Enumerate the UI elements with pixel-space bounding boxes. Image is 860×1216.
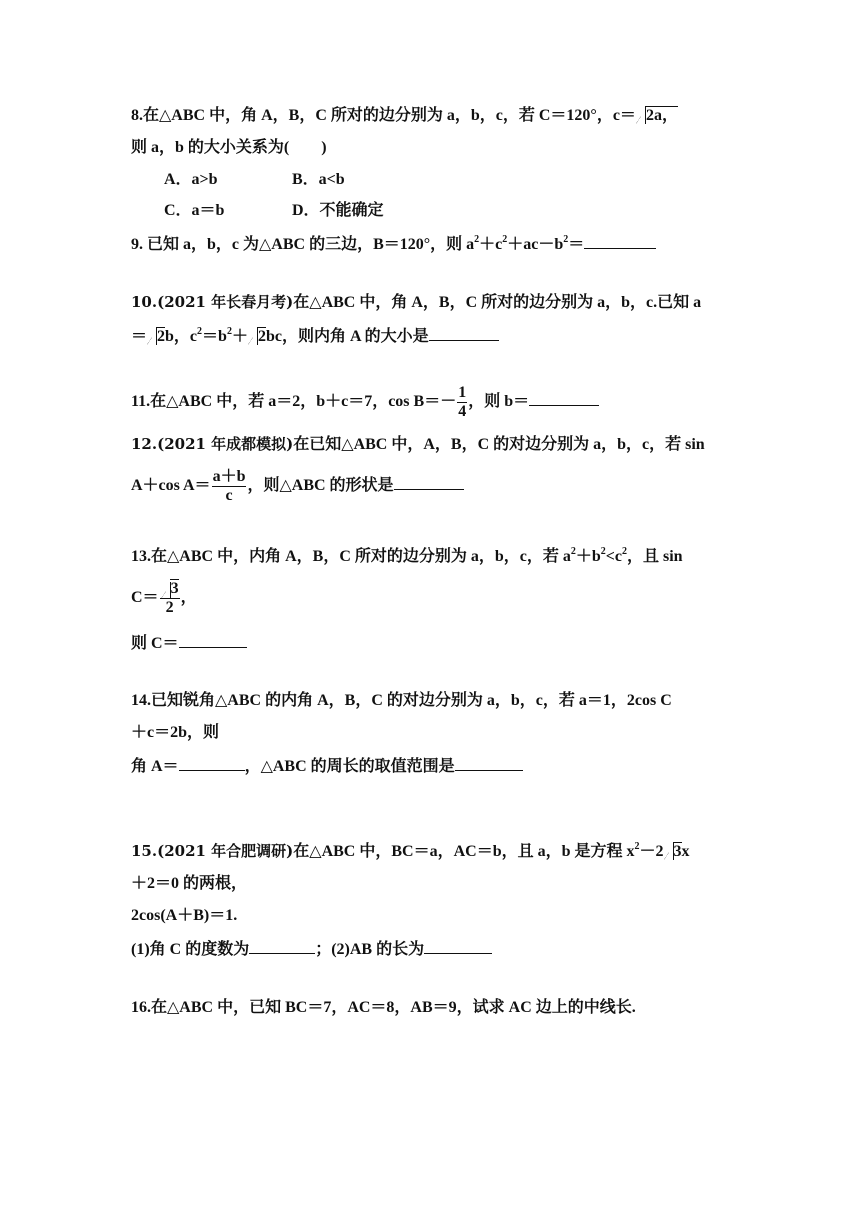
problem-9-line: 9. 已知 a，b，c 为△ABC 的三边，B＝120°，则 $a^2+c^2+ac-b^2=$ <box>131 232 656 256</box>
answer-blank[interactable] <box>394 473 464 490</box>
fraction: $\frac{a+b}{c}$ <box>212 467 246 504</box>
fraction: $\frac{3}{2}$ <box>160 580 180 617</box>
option-d: D．不能确定 <box>292 202 384 219</box>
problem-14-line-3: 角 A＝ ，△ABC 的周长的取值范围是 <box>131 754 523 778</box>
problem-10-line-2: ＝ 2b，$c^2=b^2+ 2bc$，则内角 A 的大小是 <box>131 324 499 348</box>
problem-13-line-2: C＝ $\frac{3}{2}$ ， <box>131 579 197 616</box>
answer-blank[interactable] <box>529 389 599 406</box>
sqrt-sign: 2 <box>248 326 266 348</box>
answer-blank[interactable] <box>455 754 523 771</box>
sqrt-sign: 3 <box>161 580 179 598</box>
problem-16-line: 16.在△ABC 中，已知 BC＝7，AC＝8，AB＝9，试求 AC 边上的中线长. <box>131 999 636 1016</box>
sqrt-sign: 2 <box>147 326 165 348</box>
problem-14-line-2: ＋c＝2b，则 <box>131 724 220 741</box>
answer-blank[interactable] <box>249 937 315 954</box>
answer-blank[interactable] <box>424 937 492 954</box>
answer-blank[interactable] <box>179 754 245 771</box>
problem-15-line-1: 15.(2021 年合肥调研)在△ABC 中，BC＝a，AC＝b，且 a，b 是方程 $x^2-2$ 3x <box>131 840 690 863</box>
fraction: $\frac{1}{4}$ <box>458 383 467 420</box>
option-b: B．a<b <box>292 171 345 188</box>
answer-blank[interactable] <box>179 631 247 648</box>
problem-14-line-1: 14.已知锐角△ABC 的内角 A，B，C 的对边分别为 a，b，c，若 a＝1，2cos C <box>131 692 672 709</box>
option-c: C．a＝b <box>164 202 225 219</box>
sqrt-sign: 3 <box>664 841 682 863</box>
problem-8-line-1: 8.在△ABC 中，角 A，B，C 所对的边分别为 a，b，c，若 C＝120°，c＝ 2a， <box>131 105 678 127</box>
problem-12-line-1: 12.(2021 年成都模拟)在已知△ABC 中，A，B，C 的对边分别为 a，b，c，若 sin <box>131 435 705 453</box>
problem-11-line: 11.在△ABC 中，若 a＝2，b＋c＝7，cos B＝－ $\frac{1}{4}$ ，则 b＝ <box>131 382 599 422</box>
problem-8-line-2: 则 a，b 的大小关系为( ) <box>131 139 327 156</box>
problem-13-line-1: 13.在△ABC 中，内角 A，B，C 所对的边分别为 a，b，c，若 $a^2+b^2<c^2$，且 sin <box>131 546 683 565</box>
answer-blank[interactable] <box>429 324 499 341</box>
problem-12-line-2: A＋cos A＝ $\frac{a+b}{c}$ ，则△ABC 的形状是 <box>131 466 464 506</box>
sqrt-sign: 2a， <box>636 105 678 127</box>
problem-15-line-2: ＋2＝0 的两根， <box>131 875 248 892</box>
option-a: A．a>b <box>164 171 218 188</box>
problem-10-line-1: 10.(2021 年长春月考)在△ABC 中，角 A，B，C 所对的边分别为 a，b，c.已知 a <box>131 293 702 311</box>
problem-15-line-4: (1)角 C 的度数为 ；(2)AB 的长为 <box>131 937 492 961</box>
problem-13-line-3: 则 C＝ <box>131 631 247 655</box>
problem-15-line-3: 2cos(A＋B)＝1. <box>131 907 238 924</box>
answer-blank[interactable] <box>584 232 656 249</box>
